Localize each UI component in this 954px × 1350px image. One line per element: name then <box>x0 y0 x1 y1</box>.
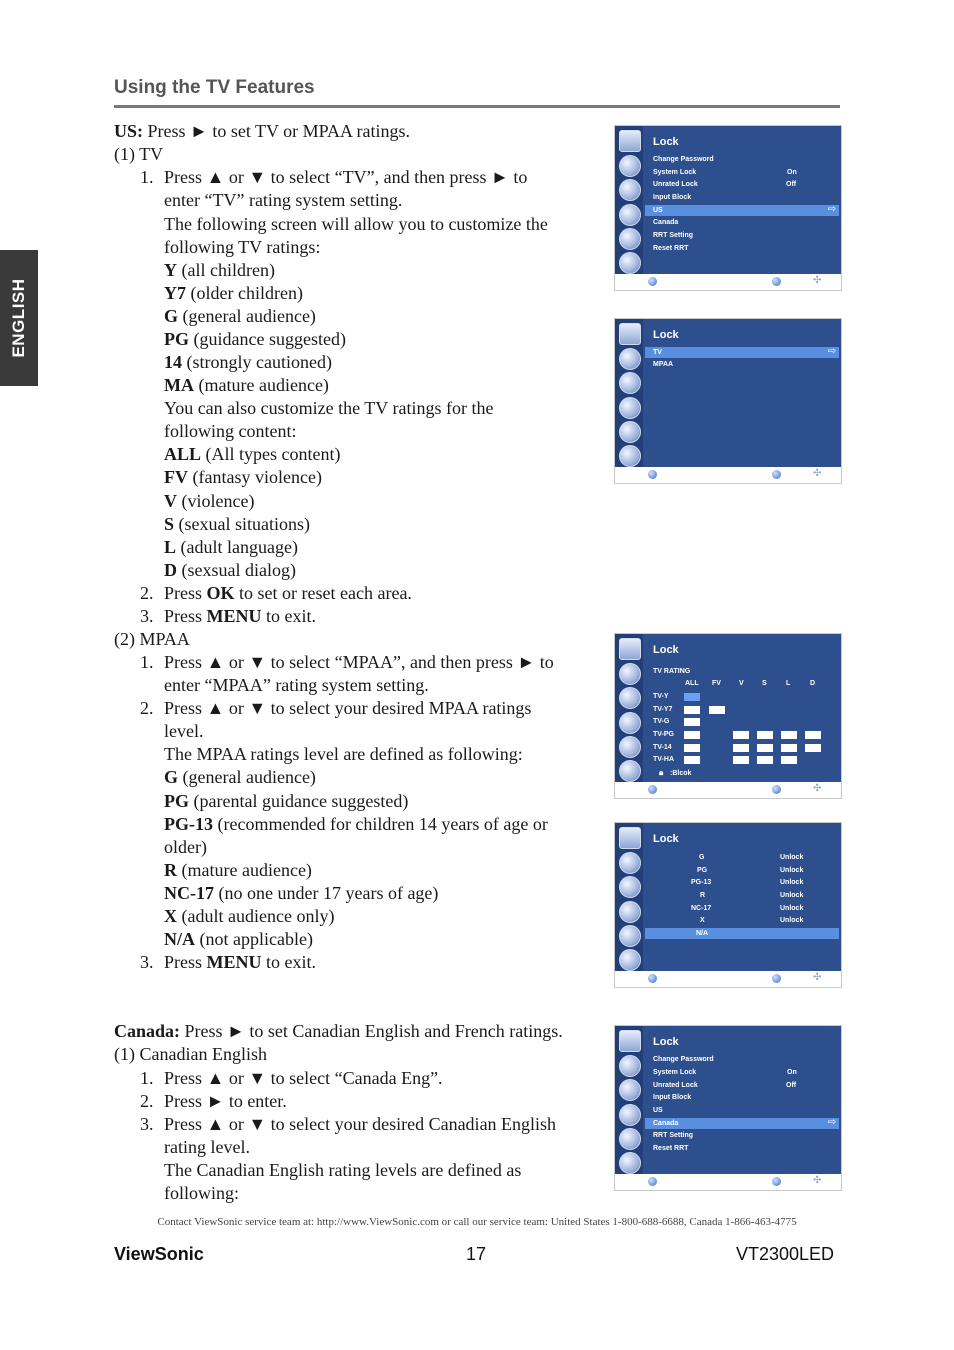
rating-cell[interactable] <box>757 744 773 752</box>
tv-content-intro: You can also customize the TV ratings for the <box>164 398 494 418</box>
osd-selection-highlight <box>645 928 839 939</box>
picture-icon <box>619 1030 641 1052</box>
osd-menu-item: US <box>653 1107 663 1114</box>
osd-footer <box>615 467 841 483</box>
section-divider <box>114 105 840 108</box>
mpaa-rating-label-selected: N/A <box>696 930 709 937</box>
mpaa-rating-item: older) <box>164 837 207 857</box>
column-header: L <box>786 680 791 687</box>
channel-icon <box>619 1152 641 1174</box>
language-side-tab <box>0 250 38 386</box>
time-icon <box>619 687 641 709</box>
step-number: 2. <box>140 583 154 603</box>
rating-cell[interactable] <box>684 731 700 739</box>
osd-menu-item-selected: Canada <box>653 1120 679 1127</box>
rating-cell[interactable] <box>684 744 700 752</box>
select-icon <box>648 785 657 794</box>
mpaa-heading: (2) MPAA <box>114 629 190 649</box>
osd-tv-rating <box>614 633 842 799</box>
step-number: 2. <box>140 1091 154 1111</box>
us-intro: US: Press ► to set TV or MPAA ratings. <box>114 121 411 141</box>
osd-selection-highlight <box>645 205 839 216</box>
osd-icon-bar <box>615 126 643 274</box>
step-number: 1. <box>140 652 154 672</box>
osd-menu-item-selected: US <box>653 207 663 214</box>
osd-footer <box>615 971 841 987</box>
tv-step1-line: following TV ratings: <box>164 237 321 257</box>
osd-title: Lock <box>653 1036 679 1048</box>
osd-lock-menu-us <box>614 125 842 291</box>
move-icon: ✣ <box>813 1175 822 1186</box>
tv-step3: Press MENU to exit. <box>164 606 317 626</box>
lock-icon <box>619 421 641 443</box>
tv-content-item: D (sexsual dialog) <box>164 560 296 580</box>
move-icon: ✣ <box>813 972 822 983</box>
mpaa-rating-item: R (mature audience) <box>164 860 312 880</box>
time-icon <box>619 179 641 201</box>
select-icon <box>648 1177 657 1186</box>
rating-cell[interactable] <box>733 744 749 752</box>
unrated-lock-value: Off <box>786 1082 797 1089</box>
mpaa-rating-label: PG <box>697 867 708 874</box>
mpaa-rating-item: N/A (not applicable) <box>164 929 313 949</box>
block-legend: :Blcok <box>670 770 692 777</box>
mpaa-rating-status[interactable]: Unlock <box>780 854 804 861</box>
rating-row-label: TV-14 <box>653 744 672 751</box>
mpaa-rating-status[interactable]: Unlock <box>780 905 804 912</box>
move-icon: ✣ <box>813 468 822 479</box>
mpaa-rating-status[interactable]: Unlock <box>780 892 804 899</box>
tv-step1-line: The following screen will allow you to customize the <box>164 214 548 234</box>
osd-menu-item: Unrated Lock <box>653 1082 698 1089</box>
rating-cell[interactable] <box>757 756 773 764</box>
mpaa-step1-line: Press ▲ or ▼ to select “MPAA”, and then press ► to <box>164 652 554 672</box>
step-number: 3. <box>140 606 154 626</box>
mpaa-rating-label: G <box>699 854 705 861</box>
tv-step2: Press OK to set or reset each area. <box>164 583 412 603</box>
canada-intro: Canada: Press ► to set Canadian English and French ratings. <box>114 1021 563 1041</box>
select-icon <box>648 974 657 983</box>
rating-cell[interactable] <box>684 718 700 726</box>
sound-icon <box>619 663 641 685</box>
osd-menu-item: RRT Setting <box>653 1132 694 1139</box>
canadian-english-heading: (1) Canadian English <box>114 1044 267 1064</box>
osd-menu-item: Change Password <box>653 156 714 163</box>
osd-panel <box>615 823 841 971</box>
osd-menu-item: Change Password <box>653 1056 714 1063</box>
setup-icon <box>619 712 641 734</box>
select-icon <box>648 277 657 286</box>
osd-icon-bar <box>615 1026 643 1174</box>
tv-content-item: L (adult language) <box>164 537 298 557</box>
mpaa-rating-item: G (general audience) <box>164 767 316 787</box>
right-arrow-icon: ⇨ <box>827 1117 836 1128</box>
picture-icon <box>619 827 641 849</box>
osd-mpaa-rating <box>614 822 842 988</box>
rating-cell[interactable] <box>733 756 749 764</box>
setup-icon <box>619 901 641 923</box>
setup-icon <box>619 204 641 226</box>
osd-menu-item: System Lock <box>653 169 697 176</box>
mpaa-rating-label: R <box>700 892 706 899</box>
osd-icon-bar <box>615 634 643 782</box>
mpaa-rating-status[interactable]: Unlock <box>780 917 804 924</box>
tv-step1-line: enter “TV” rating system setting. <box>164 190 403 210</box>
move-icon: ✣ <box>813 783 822 794</box>
right-arrow-icon: ⇨ <box>827 346 836 357</box>
sound-icon <box>619 155 641 177</box>
rating-row-label: TV-G <box>653 718 670 725</box>
step-number: 3. <box>140 1114 154 1134</box>
rating-row-label: TV-HA <box>653 756 674 763</box>
rating-cell[interactable] <box>805 731 821 739</box>
mpaa-rating-item: X (adult audience only) <box>164 906 335 926</box>
osd-panel <box>615 126 841 274</box>
rating-cell[interactable] <box>805 744 821 752</box>
channel-icon <box>619 252 641 274</box>
picture-icon <box>619 638 641 660</box>
system-lock-value: On <box>787 169 797 176</box>
contact-line: Contact ViewSonic service team at: http://www.ViewSonic.com or call our service team: United States 1-800-688-6688, Canada 1-866-463-4775 <box>157 1216 797 1228</box>
ce-step3-line: Press ▲ or ▼ to select your desired Canadian English <box>164 1114 557 1134</box>
mpaa-rating-label: PG-13 <box>691 879 712 886</box>
enter-icon <box>772 974 781 983</box>
enter-icon <box>772 470 781 479</box>
tv-content-item: S (sexual situations) <box>164 514 310 534</box>
channel-icon <box>619 760 641 782</box>
lock-icon: 🔒︎ <box>659 768 664 777</box>
lock-icon <box>619 925 641 947</box>
ce-step1: Press ▲ or ▼ to select “Canada Eng”. <box>164 1068 443 1088</box>
lock-icon <box>619 228 641 250</box>
channel-icon <box>619 445 641 467</box>
mpaa-step2-line: level. <box>164 721 204 741</box>
step-number: 2. <box>140 698 154 718</box>
tv-rating-item: Y (all children) <box>164 260 275 280</box>
tv-rating-item: MA (mature audience) <box>164 375 329 395</box>
mpaa-step1-line: enter “MPAA” rating system setting. <box>164 675 429 695</box>
select-icon <box>648 470 657 479</box>
osd-menu-item: MPAA <box>653 361 674 368</box>
rating-cell[interactable] <box>781 756 797 764</box>
mpaa-rating-status[interactable]: Unlock <box>780 867 804 874</box>
step-number: 3. <box>140 952 154 972</box>
osd-menu-item: Reset RRT <box>653 245 689 252</box>
osd-menu-item: RRT Setting <box>653 232 694 239</box>
tv-rating-heading: TV RATING <box>653 668 691 675</box>
time-icon <box>619 1079 641 1101</box>
lock-icon <box>619 736 641 758</box>
rating-row-label: TV-Y <box>653 693 669 700</box>
tv-content-item: ALL (All types content) <box>164 444 341 464</box>
osd-panel <box>615 634 841 782</box>
tv-content-item: V (violence) <box>164 491 255 511</box>
rating-cell[interactable] <box>684 693 700 701</box>
tv-rating-item: 14 (strongly cautioned) <box>164 352 332 372</box>
rating-cell[interactable] <box>733 731 749 739</box>
sound-icon <box>619 1055 641 1077</box>
tv-rating-item: Y7 (older children) <box>164 283 303 303</box>
sound-icon <box>619 348 641 370</box>
move-icon: ✣ <box>813 275 822 286</box>
osd-icon-bar <box>615 319 643 467</box>
osd-lock-menu-canada <box>614 1025 842 1191</box>
sound-icon <box>619 852 641 874</box>
ce-step2: Press ► to enter. <box>164 1091 287 1111</box>
osd-menu-item: Canada <box>653 219 679 226</box>
column-header: S <box>762 680 767 687</box>
tv-step1-line: Press ▲ or ▼ to select “TV”, and then press ► to <box>164 167 528 187</box>
mpaa-rating-label: NC-17 <box>691 905 712 912</box>
tv-content-item: FV (fantasy violence) <box>164 467 322 487</box>
step-number: 1. <box>140 167 154 187</box>
rating-cell[interactable] <box>781 731 797 739</box>
osd-panel <box>615 1026 841 1174</box>
osd-menu-item: Reset RRT <box>653 1145 689 1152</box>
osd-menu-item: System Lock <box>653 1069 697 1076</box>
ce-step3-line: The Canadian English rating levels are defined as <box>164 1160 522 1180</box>
osd-title: Lock <box>653 644 679 656</box>
osd-title: Lock <box>653 136 679 148</box>
rating-cell[interactable] <box>757 731 773 739</box>
osd-footer <box>615 782 841 798</box>
time-icon <box>619 876 641 898</box>
column-header: ALL <box>685 680 699 687</box>
osd-footer <box>615 274 841 290</box>
unrated-lock-value: Off <box>786 181 797 188</box>
osd-panel <box>615 319 841 467</box>
model-name: VT2300LED <box>735 1244 834 1264</box>
channel-icon <box>619 949 641 971</box>
osd-footer <box>615 1174 841 1190</box>
picture-icon <box>619 323 641 345</box>
osd-us-submenu <box>614 318 842 484</box>
column-header: V <box>739 680 744 687</box>
osd-menu-item: Input Block <box>653 194 692 201</box>
osd-title: Lock <box>653 833 679 845</box>
osd-title: Lock <box>653 329 679 341</box>
rating-cell[interactable] <box>684 706 700 714</box>
right-arrow-icon: ⇨ <box>827 204 836 215</box>
mpaa-rating-status[interactable]: Unlock <box>780 879 804 886</box>
osd-menu-item: Input Block <box>653 1094 692 1101</box>
osd-selection-highlight <box>645 347 839 358</box>
setup-icon <box>619 1104 641 1126</box>
mpaa-step2-line: Press ▲ or ▼ to select your desired MPAA ratings <box>164 698 532 718</box>
rating-cell[interactable] <box>684 756 700 764</box>
tv-rating-item: G (general audience) <box>164 306 316 326</box>
enter-icon <box>772 277 781 286</box>
osd-menu-item-selected: TV <box>653 349 662 356</box>
rating-cell[interactable] <box>781 744 797 752</box>
osd-menu-item: Unrated Lock <box>653 181 698 188</box>
rating-row-label: TV-Y7 <box>653 706 673 713</box>
brand-name: ViewSonic <box>114 1244 204 1264</box>
mpaa-rating-label: X <box>700 917 705 924</box>
section-title: Using the TV Features <box>114 77 315 98</box>
setup-icon <box>619 397 641 419</box>
column-header: D <box>810 680 816 687</box>
rating-row-label: TV-PG <box>653 731 675 738</box>
tv-heading: (1) TV <box>114 144 164 164</box>
mpaa-rating-item: PG (parental guidance suggested) <box>164 791 409 811</box>
column-header: FV <box>712 680 721 687</box>
time-icon <box>619 372 641 394</box>
enter-icon <box>772 785 781 794</box>
system-lock-value: On <box>787 1069 797 1076</box>
ce-step3-line: rating level. <box>164 1137 250 1157</box>
mpaa-step2-line: The MPAA ratings level are defined as following: <box>164 744 523 764</box>
mpaa-rating-item: PG-13 (recommended for children 14 years of age or <box>164 814 548 834</box>
mpaa-step3: Press MENU to exit. <box>164 952 317 972</box>
lock-icon <box>619 1128 641 1150</box>
tv-rating-item: PG (guidance suggested) <box>164 329 346 349</box>
mpaa-rating-item: NC-17 (no one under 17 years of age) <box>164 883 439 903</box>
language-tab-label: ENGLISH <box>9 278 28 358</box>
enter-icon <box>772 1177 781 1186</box>
step-number: 1. <box>140 1068 154 1088</box>
page-number: 17 <box>466 1244 487 1264</box>
rating-cell[interactable] <box>709 706 725 714</box>
tv-content-intro: following content: <box>164 421 297 441</box>
ce-step3-line: following: <box>164 1183 239 1203</box>
picture-icon <box>619 130 641 152</box>
osd-icon-bar <box>615 823 643 971</box>
